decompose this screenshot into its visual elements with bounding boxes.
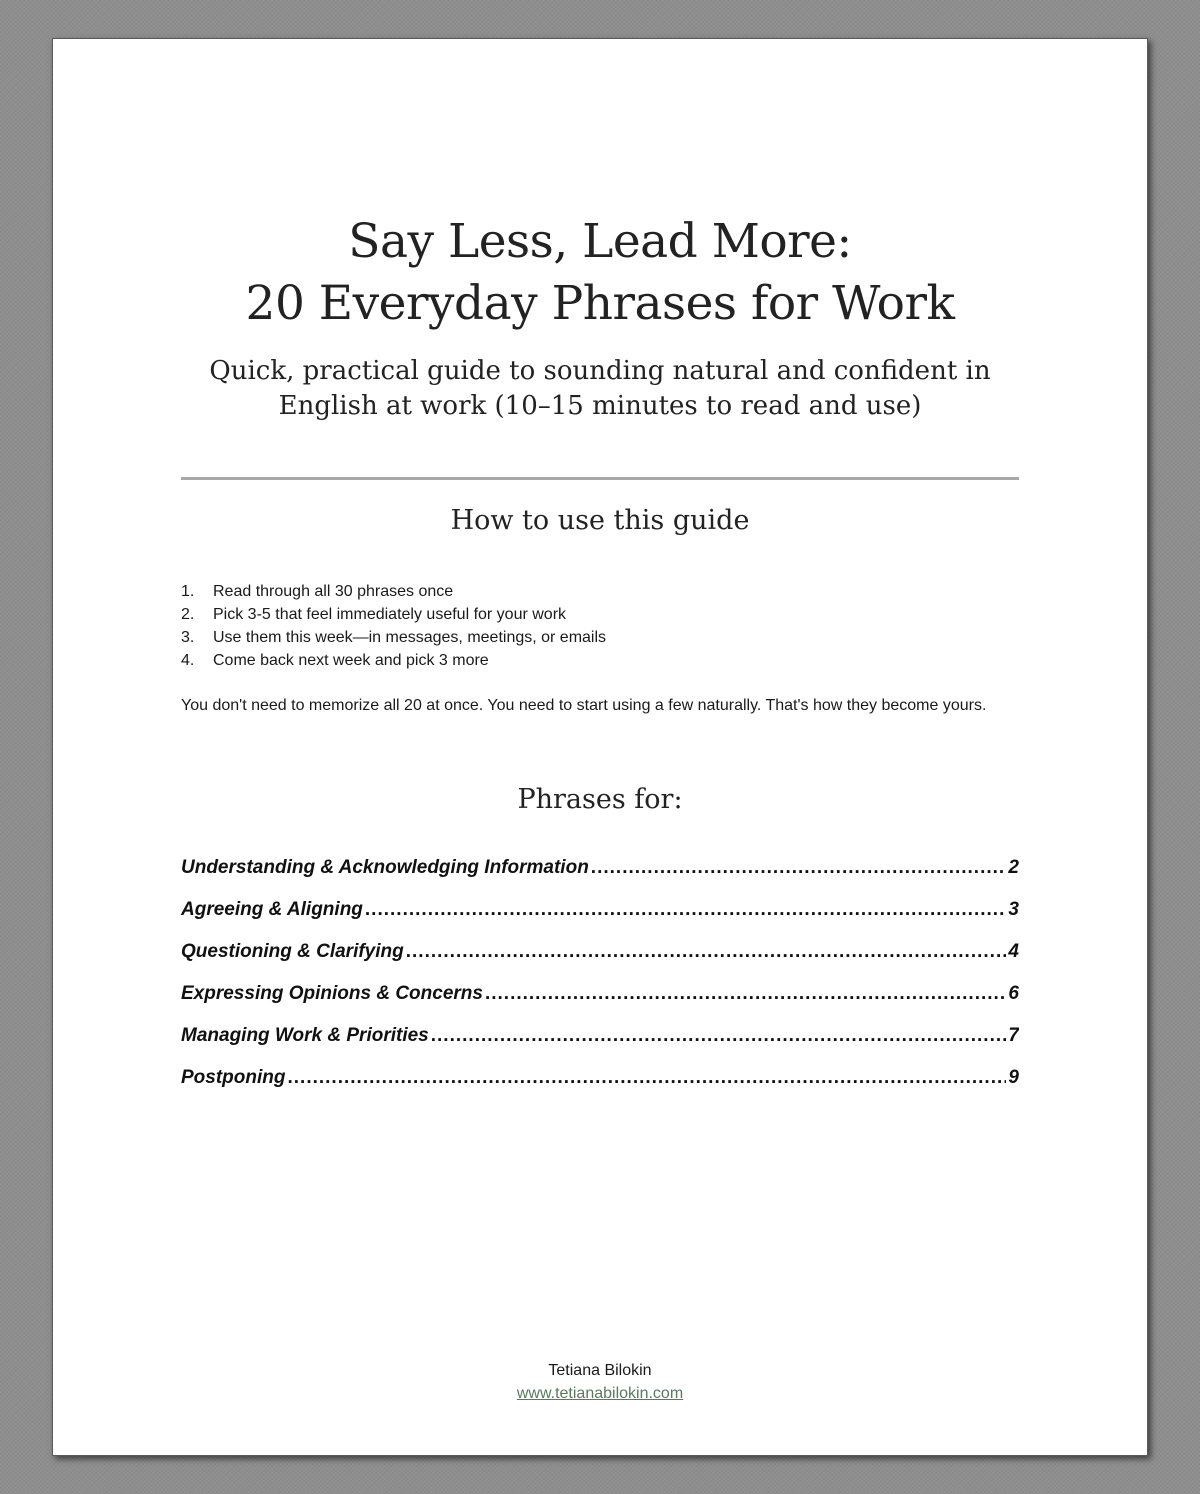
list-item	[181, 626, 1019, 649]
toc-leader-dots	[485, 983, 1006, 1005]
horizontal-divider	[181, 477, 1019, 480]
list-item-text: Use them this week—in messages, meetings, or emails	[213, 629, 607, 646]
list-item	[181, 649, 1019, 672]
toc-entry-questioning[interactable]	[181, 941, 1019, 983]
list-item-number: 4.	[181, 652, 195, 669]
toc-entry-page: 2	[1008, 857, 1019, 878]
document-page	[52, 38, 1148, 1456]
list-item-text: Read through all 30 phrases once	[213, 583, 454, 600]
list-item	[181, 580, 1019, 603]
page-footer	[53, 1359, 1147, 1405]
how-to-use-heading: How to use this guide	[450, 505, 750, 536]
steps-list	[181, 580, 1019, 672]
title-line-1: Say Less, Lead More:	[348, 214, 852, 269]
toc-leader-dots	[287, 1067, 1006, 1089]
list-item-number: 2.	[181, 606, 195, 623]
toc-entry-label: Expressing Opinions & Concerns	[181, 983, 483, 1004]
toc-entry-label: Understanding & Acknowledging Information	[181, 857, 589, 878]
toc-entry-agreeing[interactable]	[181, 899, 1019, 941]
list-item-number: 3.	[181, 629, 195, 646]
usage-note: You don't need to memorize all 20 at once. You need to start using a few naturally. That's how they become yours.	[181, 697, 987, 714]
list-item-number: 1.	[181, 583, 195, 600]
toc-entry-page: 3	[1008, 899, 1019, 920]
title-line-2: 20 Everyday Phrases for Work	[245, 276, 955, 331]
phrases-heading: Phrases for:	[517, 784, 683, 815]
toc-leader-dots	[406, 941, 1007, 963]
toc-entry-page: 6	[1008, 983, 1019, 1004]
list-item	[181, 603, 1019, 626]
list-item-text: Pick 3-5 that feel immediately useful for your work	[213, 606, 567, 623]
document-title	[53, 211, 1147, 335]
toc-entry-page: 4	[1008, 941, 1019, 962]
toc-entry-label: Agreeing & Aligning	[181, 899, 363, 920]
toc-leader-dots	[365, 899, 1007, 921]
toc-entry-page: 9	[1008, 1067, 1019, 1088]
toc-entry-opinions[interactable]	[181, 983, 1019, 1025]
toc-leader-dots	[591, 857, 1007, 879]
toc-entry-label: Managing Work & Priorities	[181, 1025, 429, 1046]
toc-leader-dots	[431, 1025, 1007, 1047]
document-subtitle: Quick, practical guide to sounding natural and confident in English at work (10–15 minutes to read and use)	[209, 356, 991, 421]
table-of-contents	[181, 857, 1019, 1109]
toc-entry-postponing[interactable]	[181, 1067, 1019, 1109]
author-name: Tetiana Bilokin	[548, 1362, 652, 1379]
toc-entry-label: Questioning & Clarifying	[181, 941, 404, 962]
list-item-text: Come back next week and pick 3 more	[213, 652, 489, 669]
toc-entry-label: Postponing	[181, 1067, 286, 1088]
website-link[interactable]: www.tetianabilokin.com	[516, 1385, 684, 1402]
toc-entry-managing[interactable]	[181, 1025, 1019, 1067]
toc-entry-page: 7	[1008, 1025, 1019, 1046]
toc-entry-understanding[interactable]	[181, 857, 1019, 899]
